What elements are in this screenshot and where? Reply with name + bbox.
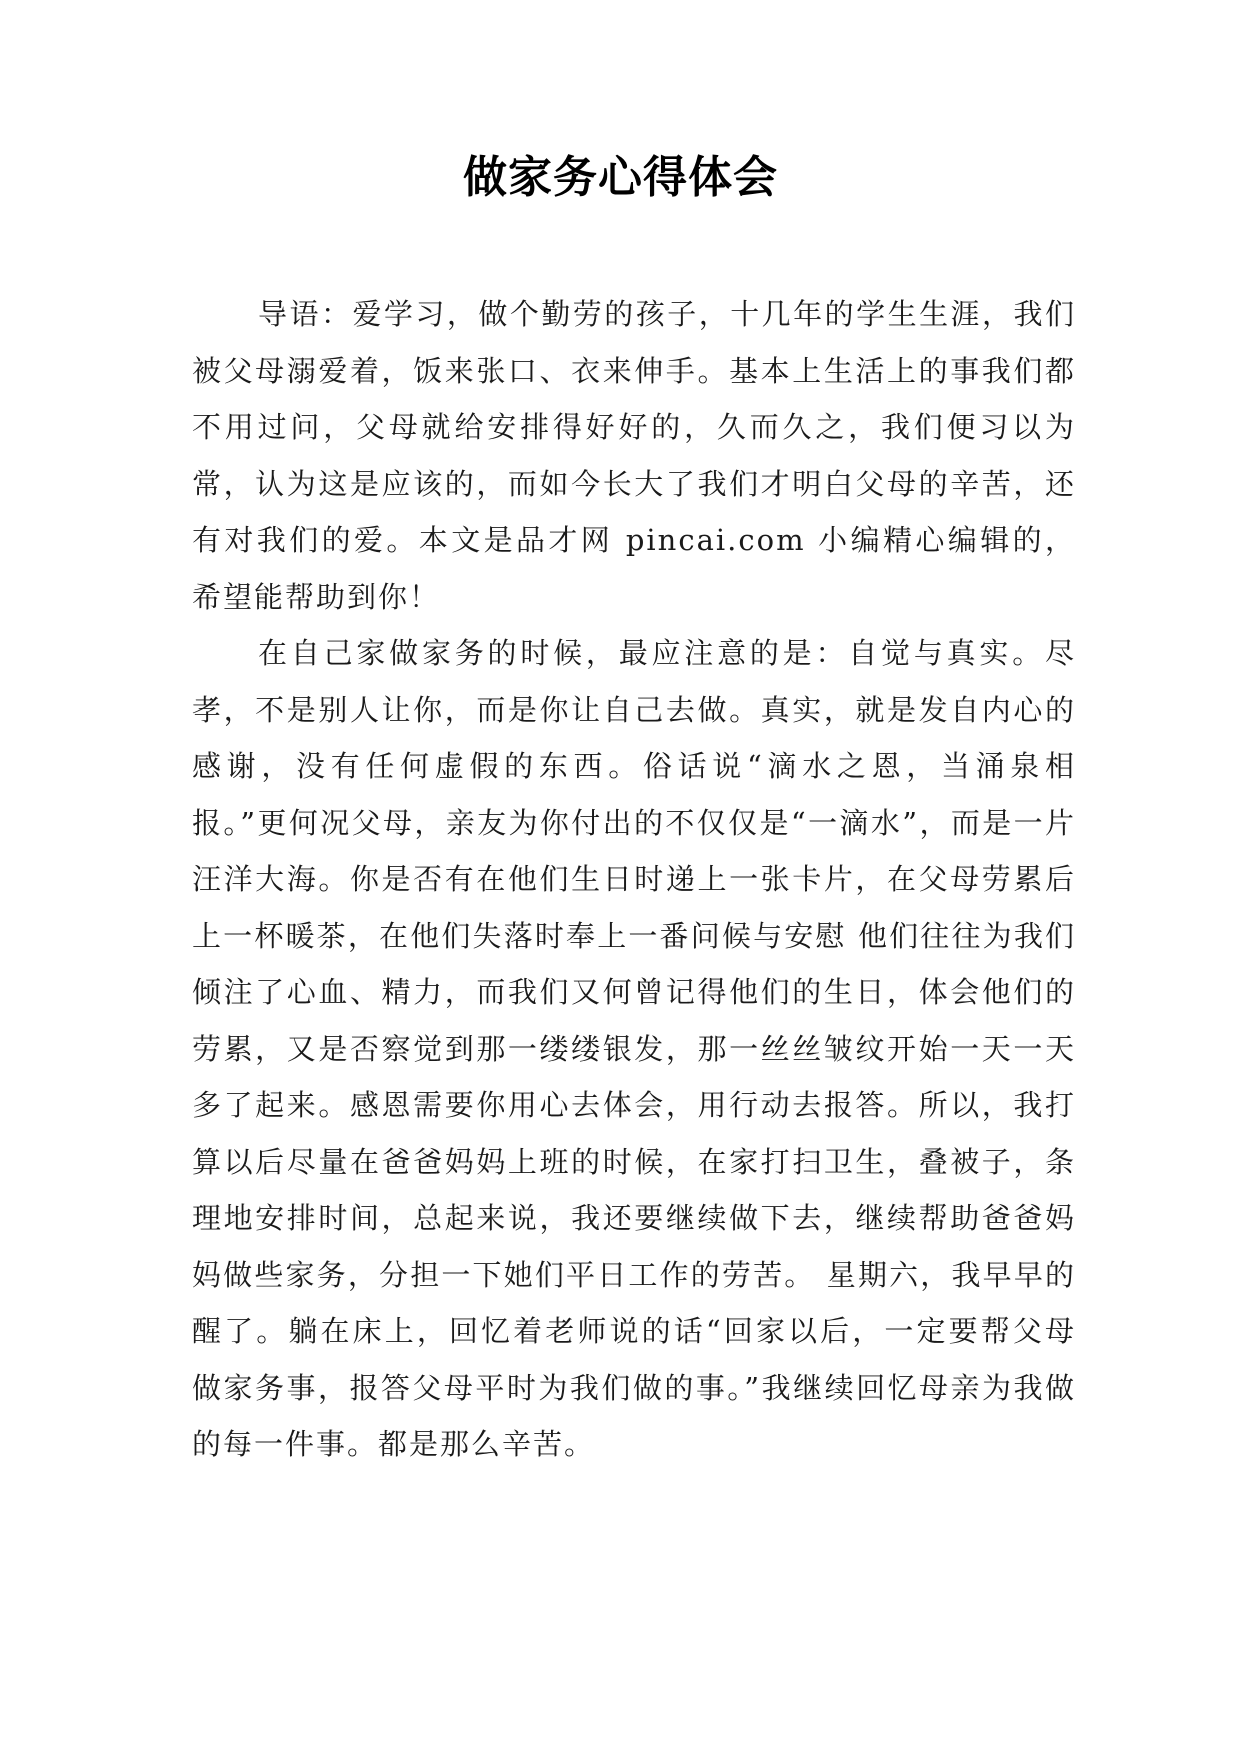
body-paragraph: 在自己家做家务的时候，最应注意的是：自觉与真实。尽孝，不是别人让你，而是你让自己去做。真实，就是发自内心的感谢，没有任何虚假的东西。俗话说“滴水之恩，当涌泉相报。”更何况父母，亲友为你付出的不仅仅是“一滴水”，而是一片汪洋大海。你是否有在他们生日时递上一张卡片，在父母劳累后上一杯暖茶，在他们失落时奉上一番问候与安慰 他们往往为我们倾注了心血、精力，而我们又何曾记得他们的生日，体会他们的劳累，又是否察觉到那一缕缕银发，那一丝丝皱纹开始一天一天多了起来。感恩需要你用心去体会，用行动去报答。所以，我打算以后尽量在爸爸妈妈上班的时候，在家打扫卫生，叠被子，条理地安排时间，总起来说，我还要继续做下去，继续帮助爸爸妈妈做些家务，分担一下她们平日工作的劳苦。 星期六，我早早的醒了。躺在床上，回忆着老师说的话“回家以后，一定要帮父母做家务事，报答父母平时为我们做的事。”我继续回忆母亲为我做的每一件事。都是那么辛苦。 [192,636,1076,1461]
document-body [192,286,1076,1473]
intro-paragraph: 导语：爱学习，做个勤劳的孩子，十几年的学生生涯，我们被父母溺爱着，饭来张口、衣来伸手。基本上生活上的事我们都不用过问，父母就给安排得好好的，久而久之，我们便习以为常，认为这是应该的，而如今长大了我们才明白父母的辛苦，还有对我们的爱。本文是品才网 pincai.com 小编精心编辑的，希望能帮助到你！ [192,297,1076,614]
document-title: 做家务心得体会 [463,152,778,203]
